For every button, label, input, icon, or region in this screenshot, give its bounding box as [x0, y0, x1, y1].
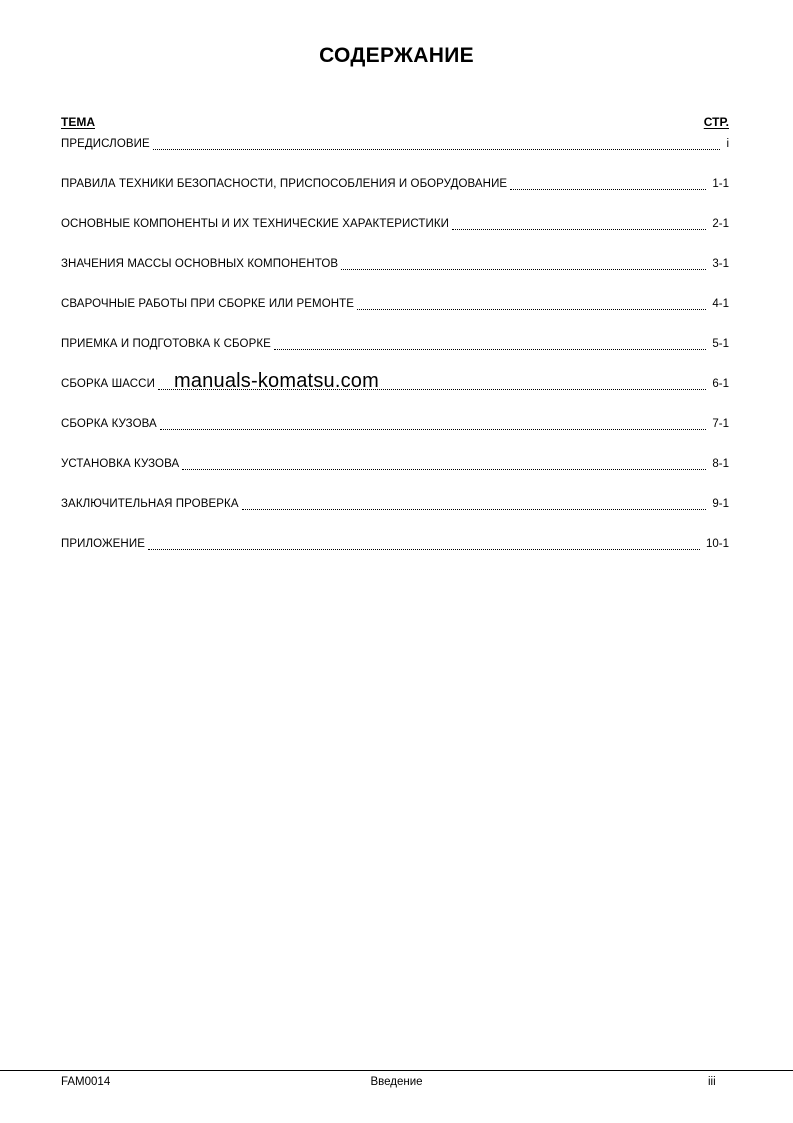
- dot-leader: [153, 149, 721, 150]
- toc-entry-page: 1-1: [712, 178, 729, 190]
- toc-entry-page: 8-1: [712, 458, 729, 470]
- dot-leader: [182, 469, 706, 470]
- toc-entry-label: ПРАВИЛА ТЕХНИКИ БЕЗОПАСНОСТИ, ПРИСПОСОБЛЕНИЯ И ОБОРУДОВАНИЕ: [61, 178, 508, 190]
- toc-page-header: СТР.: [703, 115, 729, 129]
- toc-entry-page: 5-1: [712, 338, 729, 350]
- toc-entry-body-installation[interactable]: [61, 458, 729, 474]
- dot-leader: [160, 429, 707, 430]
- toc-entry-label: СБОРКА КУЗОВА: [61, 418, 157, 430]
- toc-entry-page: 7-1: [712, 418, 729, 430]
- toc-entry-label: ПРЕДИСЛОВИЕ: [61, 138, 150, 150]
- footer-doc-code: FAM0014: [61, 1076, 111, 1088]
- toc-entry-safety[interactable]: [61, 178, 729, 194]
- dot-leader: [274, 349, 706, 350]
- toc-entry-page: 4-1: [712, 298, 729, 310]
- dot-leader: [510, 189, 706, 190]
- toc-entry-final-inspection[interactable]: [61, 498, 729, 514]
- toc-entry-welding[interactable]: [61, 298, 729, 314]
- toc-entry-page: 10-1: [705, 538, 729, 550]
- toc-entry-main-components[interactable]: [61, 218, 729, 234]
- toc-entry-chassis-assembly[interactable]: [61, 378, 729, 394]
- dot-leader: [357, 309, 706, 310]
- toc-entry-label: ЗАКЛЮЧИТЕЛЬНАЯ ПРОВЕРКА: [61, 498, 239, 510]
- toc-entry-label: ЗНАЧЕНИЯ МАССЫ ОСНОВНЫХ КОМПОНЕНТОВ: [61, 258, 339, 270]
- toc-entry-label: ПРИЛОЖЕНИЕ: [61, 538, 145, 550]
- toc-entry-label: СВАРОЧНЫЕ РАБОТЫ ПРИ СБОРКЕ ИЛИ РЕМОНТЕ: [61, 298, 355, 310]
- footer-section: Введение: [370, 1076, 423, 1088]
- dot-leader: [148, 549, 700, 550]
- footer-divider: [0, 1070, 793, 1071]
- toc-entry-label: УСТАНОВКА КУЗОВА: [61, 458, 180, 470]
- toc-entry-page: 2-1: [712, 218, 729, 230]
- page-title: СОДЕРЖАНИЕ: [319, 44, 474, 67]
- toc-entry-receiving-preparation[interactable]: [61, 338, 729, 354]
- toc-entry-label: СБОРКА ШАССИ: [61, 378, 155, 390]
- toc-entry-body-assembly[interactable]: [61, 418, 729, 434]
- dot-leader: [242, 509, 707, 510]
- toc-entry-page: 3-1: [712, 258, 729, 270]
- watermark: manuals-komatsu.com: [174, 370, 379, 392]
- footer-page-number: iii: [708, 1076, 716, 1088]
- toc-entry-label: ОСНОВНЫЕ КОМПОНЕНТЫ И ИХ ТЕХНИЧЕСКИЕ ХАРАКТЕРИСТИКИ: [61, 218, 450, 230]
- toc-entry-label: ПРИЕМКА И ПОДГОТОВКА К СБОРКЕ: [61, 338, 271, 350]
- dot-leader: [452, 229, 706, 230]
- toc-topic-header: ТЕМА: [61, 115, 95, 129]
- toc-entry-component-weights[interactable]: [61, 258, 729, 274]
- toc-entry-page: 6-1: [712, 378, 729, 390]
- dot-leader: [341, 269, 706, 270]
- toc-entry-page: i: [726, 138, 729, 150]
- toc-entry-preface[interactable]: [61, 138, 729, 154]
- toc-entry-page: 9-1: [712, 498, 729, 510]
- toc-entry-appendix[interactable]: [61, 538, 729, 554]
